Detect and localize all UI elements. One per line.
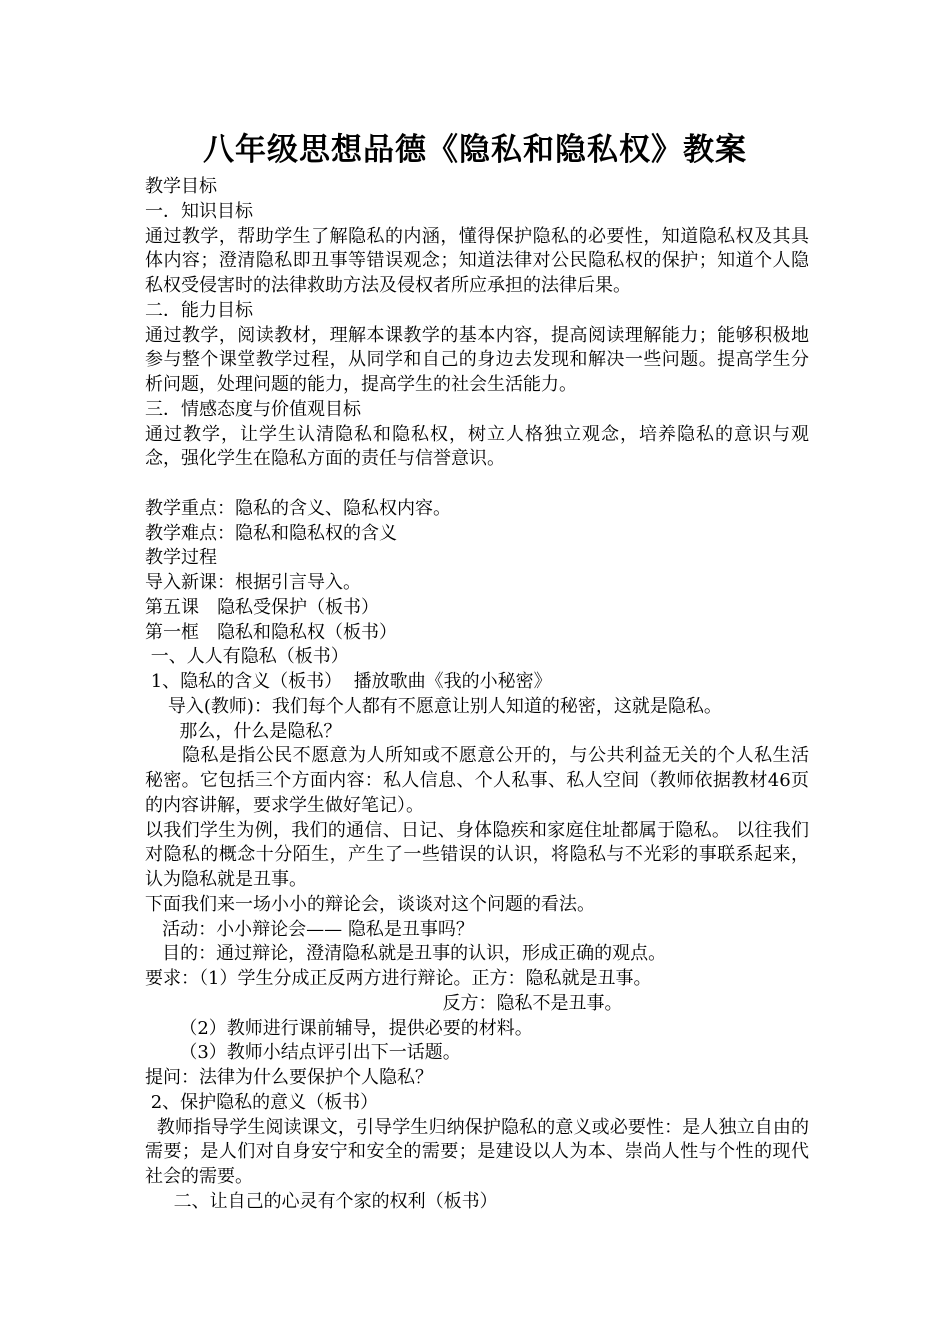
document-body xyxy=(145,175,809,1215)
frame-one-title: 第一框 隐私和隐私权（板书） xyxy=(145,621,397,643)
intro-new-lesson: 导入新课：根据引言导入。 xyxy=(145,572,361,593)
teaching-difficulty: 教学难点：隐私和隐私权的含义 xyxy=(145,522,397,544)
section-one-heading: 一、人人有隐私（板书） xyxy=(145,646,349,668)
requirement-line-1: 要求：（1）学生分成正反两方进行辩论。正方：隐私就是丑事。 xyxy=(145,968,652,989)
section-two-heading: 二、让自己的心灵有个家的权利（板书） xyxy=(145,1190,498,1212)
subsection-privacy-meaning: 1、隐私的含义（板书） 播放歌曲《我的小秘密》 xyxy=(145,671,552,692)
paragraph-protect-meaning: 教师指导学生阅读课文，引导学生归纳保护隐私的意义或必要性：是人独立自由的需要；是人们对自身安宁和安全的需要；是建设以人为本、崇尚人性与个性的现代社会的需要。 xyxy=(145,1116,810,1187)
requirement-line-2: 反方：隐私不是丑事。 xyxy=(145,992,623,1014)
document-title: 八年级思想品德《隐私和隐私权》教案 xyxy=(203,132,747,168)
debate-intro: 下面我们来一场小小的辩论会，谈谈对这个问题的看法。 xyxy=(145,893,595,915)
subsection-protect-meaning: 2、保护隐私的意义（板书） xyxy=(145,1091,379,1113)
heading-knowledge-goal: 一．知识目标 xyxy=(145,200,253,222)
requirement-line-3: （2）教师进行课前辅导，提供必要的材料。 xyxy=(145,1017,533,1039)
teaching-focus: 教学重点：隐私的含义、隐私权内容。 xyxy=(145,497,451,519)
heading-emotion-goal: 三．情感态度与价值观目标 xyxy=(145,398,361,420)
heading-teaching-process: 教学过程 xyxy=(145,547,217,569)
question-why-law: 提问：法律为什么要保护个人隐私？ xyxy=(145,1067,433,1088)
blank-line xyxy=(145,472,809,497)
question-what-is-privacy: 那么，什么是隐私？ xyxy=(145,720,342,742)
heading-teaching-goals: 教学目标 xyxy=(145,176,217,197)
requirement-line-4: （3）教师小结点评引出下一话题。 xyxy=(145,1042,461,1064)
heading-ability-goal: 二．能力目标 xyxy=(145,299,253,321)
paragraph-knowledge-goal: 通过教学，帮助学生了解隐私的内涵，懂得保护隐私的必要性，知道隐私权及其具体内容；澄清隐私即丑事等错误观念；知道法律对公民隐私权的保护；知道个人隐私权受侵害时的法律救助方法及侵权者所应承担的法律后果。 xyxy=(145,225,809,296)
paragraph-emotion-goal: 通过教学，让学生认清隐私和隐私权，树立人格独立观念，培养隐私的意识与观念，强化学生在隐私方面的责任与信誉意识。 xyxy=(145,423,809,470)
purpose-line: 目的：通过辩论，澄清隐私就是丑事的认识，形成正确的观点。 xyxy=(145,943,667,965)
lesson-five-title: 第五课 隐私受保护（板书） xyxy=(145,596,379,618)
activity-line: 活动：小小辩论会—— 隐私是丑事吗？ xyxy=(145,918,474,940)
teacher-intro: 导入(教师)：我们每个人都有不愿意让别人知道的秘密，这就是隐私。 xyxy=(145,695,722,717)
paragraph-privacy-definition: 隐私是指公民不愿意为人所知或不愿意公开的，与公共利益无关的个人私生活秘密。它包括三个方面内容：私人信息、个人私事、私人空间（教师依据教材46页的内容讲解，要求学生做好笔记）。 xyxy=(145,745,809,816)
paragraph-ability-goal: 通过教学，阅读教材，理解本课教学的基本内容，提高阅读理解能力；能够积极地参与整个课堂教学过程，从同学和自己的身边去发现和解决一些问题。提高学生分析问题，处理问题的能力，提高学生的社会生活能力。 xyxy=(145,324,809,395)
paragraph-student-example: 以我们学生为例，我们的通信、日记、身体隐疾和家庭住址都属于隐私。 以往我们对隐私的概念十分陌生，产生了一些错误的认识，将隐私与不光彩的事联系起来，认为隐私就是丑事。 xyxy=(145,819,809,890)
